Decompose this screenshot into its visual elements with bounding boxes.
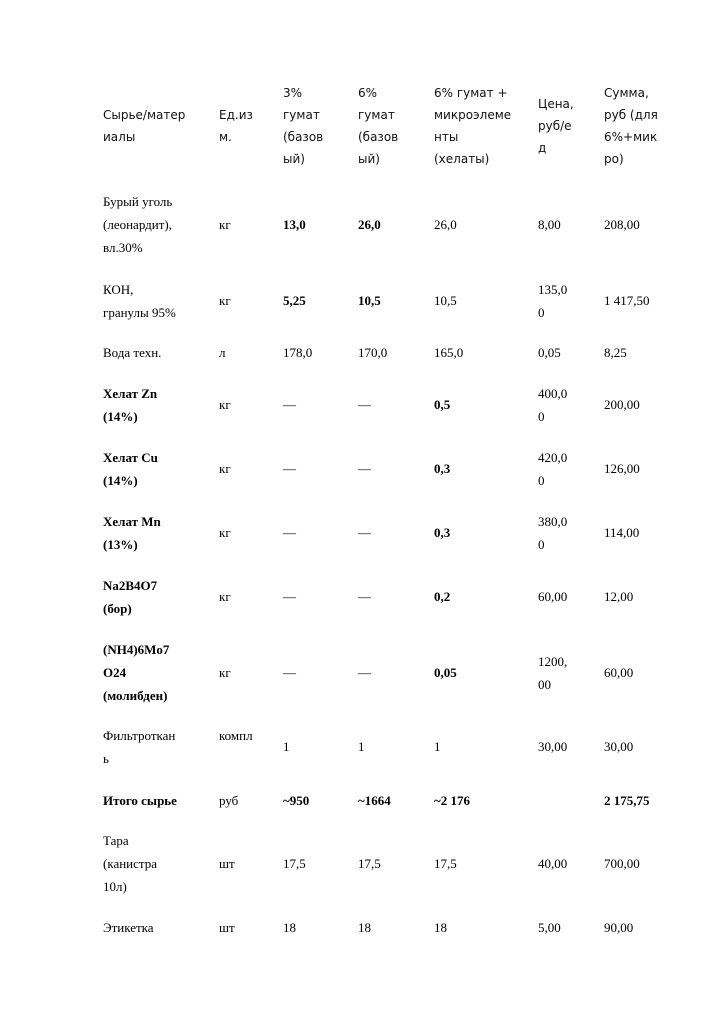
cell-humate-6-micro: 1 bbox=[434, 739, 441, 754]
cell-humate-3: 1 bbox=[283, 739, 290, 754]
header-humate-6-micro: 6% гумат + микроэлеме нты (хелаты) bbox=[434, 86, 512, 166]
cell-material: (NH4)6Mo7 O24 (молибден) bbox=[103, 642, 170, 703]
cell-humate-6: ~1664 bbox=[358, 793, 391, 808]
cell-unit: руб bbox=[219, 793, 239, 808]
cell-sum: 700,00 bbox=[604, 856, 640, 871]
cell-material: Na2B4O7 (бор) bbox=[103, 578, 158, 616]
cell-humate-6: — bbox=[358, 665, 371, 680]
cell-sum: 1 417,50 bbox=[604, 293, 650, 308]
cell-humate-6-micro: 165,0 bbox=[434, 345, 464, 360]
cell-humate-3: 13,0 bbox=[283, 217, 306, 232]
cell-humate-6: — bbox=[358, 589, 371, 604]
cell-humate-6-micro: 0,3 bbox=[434, 525, 451, 540]
cell-price: 380,0 0 bbox=[538, 514, 568, 552]
cell-unit: кг bbox=[219, 217, 231, 232]
header-sum: Сумма, руб (для 6%+мик ро) bbox=[604, 86, 658, 166]
cell-material: Бурый уголь (леонардит), вл.30% bbox=[103, 194, 173, 255]
cell-unit: кг bbox=[219, 665, 231, 680]
cell-humate-3: 5,25 bbox=[283, 293, 306, 308]
cell-humate-6-micro: 0,5 bbox=[434, 397, 451, 412]
cell-price: 1200, 00 bbox=[538, 654, 568, 692]
cell-sum: 8,25 bbox=[604, 345, 627, 360]
cell-humate-6: 1 bbox=[358, 739, 365, 754]
cell-material: Тара (канистра 10л) bbox=[103, 833, 158, 894]
header-material: Сырье/матер иалы bbox=[103, 108, 186, 144]
cell-humate-3: 18 bbox=[283, 920, 296, 935]
cell-humate-6-micro: 0,2 bbox=[434, 589, 451, 604]
cell-humate-3: — bbox=[283, 525, 296, 540]
cell-sum: 114,00 bbox=[604, 525, 640, 540]
cell-material: Этикетка bbox=[103, 920, 154, 935]
cell-humate-3: 17,5 bbox=[283, 856, 306, 871]
cell-unit: кг bbox=[219, 589, 231, 604]
cell-humate-3: ~950 bbox=[283, 793, 310, 808]
cell-price: 40,00 bbox=[538, 856, 568, 871]
cell-humate-6: 18 bbox=[358, 920, 371, 935]
cell-humate-6: — bbox=[358, 525, 371, 540]
cell-unit: кг bbox=[219, 293, 231, 308]
cell-material: Вода техн. bbox=[103, 345, 162, 360]
cell-sum: 126,00 bbox=[604, 461, 640, 476]
cell-humate-6: 26,0 bbox=[358, 217, 381, 232]
cell-price: 420,0 0 bbox=[538, 450, 568, 488]
cell-sum: 60,00 bbox=[604, 665, 634, 680]
cell-material: Итого сырье bbox=[103, 793, 177, 808]
cell-humate-6-micro: 17,5 bbox=[434, 856, 457, 871]
cell-sum: 90,00 bbox=[604, 920, 634, 935]
cell-unit: шт bbox=[219, 920, 235, 935]
cell-price: 30,00 bbox=[538, 739, 568, 754]
cell-humate-6-micro: 26,0 bbox=[434, 217, 457, 232]
cell-humate-3: — bbox=[283, 397, 296, 412]
cell-humate-6: 17,5 bbox=[358, 856, 381, 871]
cell-humate-3: — bbox=[283, 589, 296, 604]
cell-unit: компл bbox=[219, 728, 253, 743]
cell-humate-6-micro: 0,3 bbox=[434, 461, 451, 476]
header-humate-6: 6% гумат (базов ый) bbox=[358, 86, 399, 166]
header-humate-3: 3% гумат (базов ый) bbox=[283, 86, 324, 166]
header-unit: Ед.из м. bbox=[219, 108, 253, 144]
cell-material: Хелат Zn (14%) bbox=[103, 386, 158, 424]
cell-unit: кг bbox=[219, 461, 231, 476]
cell-humate-3: 178,0 bbox=[283, 345, 313, 360]
cell-unit: кг bbox=[219, 397, 231, 412]
cell-sum: 2 175,75 bbox=[604, 793, 650, 808]
cell-humate-6: 170,0 bbox=[358, 345, 388, 360]
cell-price: 0,05 bbox=[538, 345, 561, 360]
cell-material: Хелат Cu (14%) bbox=[103, 450, 158, 488]
cell-unit: кг bbox=[219, 525, 231, 540]
cell-material: Фильтроткан ь bbox=[103, 728, 176, 766]
cell-material: КОН, гранулы 95% bbox=[103, 282, 176, 320]
cell-humate-6-micro: 0,05 bbox=[434, 665, 457, 680]
cell-price: 8,00 bbox=[538, 217, 561, 232]
cell-unit: л bbox=[219, 345, 226, 360]
cell-sum: 208,00 bbox=[604, 217, 640, 232]
cell-price: 5,00 bbox=[538, 920, 561, 935]
cell-sum: 200,00 bbox=[604, 397, 640, 412]
cell-price: 135,0 0 bbox=[538, 282, 568, 320]
cell-humate-3: — bbox=[283, 461, 296, 476]
cell-price: 60,00 bbox=[538, 589, 568, 604]
cell-price: 400,0 0 bbox=[538, 386, 568, 424]
cell-humate-6: — bbox=[358, 397, 371, 412]
cell-unit: шт bbox=[219, 856, 235, 871]
cell-sum: 12,00 bbox=[604, 589, 634, 604]
cell-humate-6-micro: 10,5 bbox=[434, 293, 457, 308]
cell-humate-6: 10,5 bbox=[358, 293, 381, 308]
cell-sum: 30,00 bbox=[604, 739, 634, 754]
cell-humate-6: — bbox=[358, 461, 371, 476]
cell-humate-6-micro: ~2 176 bbox=[434, 793, 471, 808]
cell-humate-3: — bbox=[283, 665, 296, 680]
cell-material: Хелат Mn (13%) bbox=[103, 514, 161, 552]
cell-humate-6-micro: 18 bbox=[434, 920, 447, 935]
header-price: Цена, руб/е д bbox=[538, 97, 574, 155]
